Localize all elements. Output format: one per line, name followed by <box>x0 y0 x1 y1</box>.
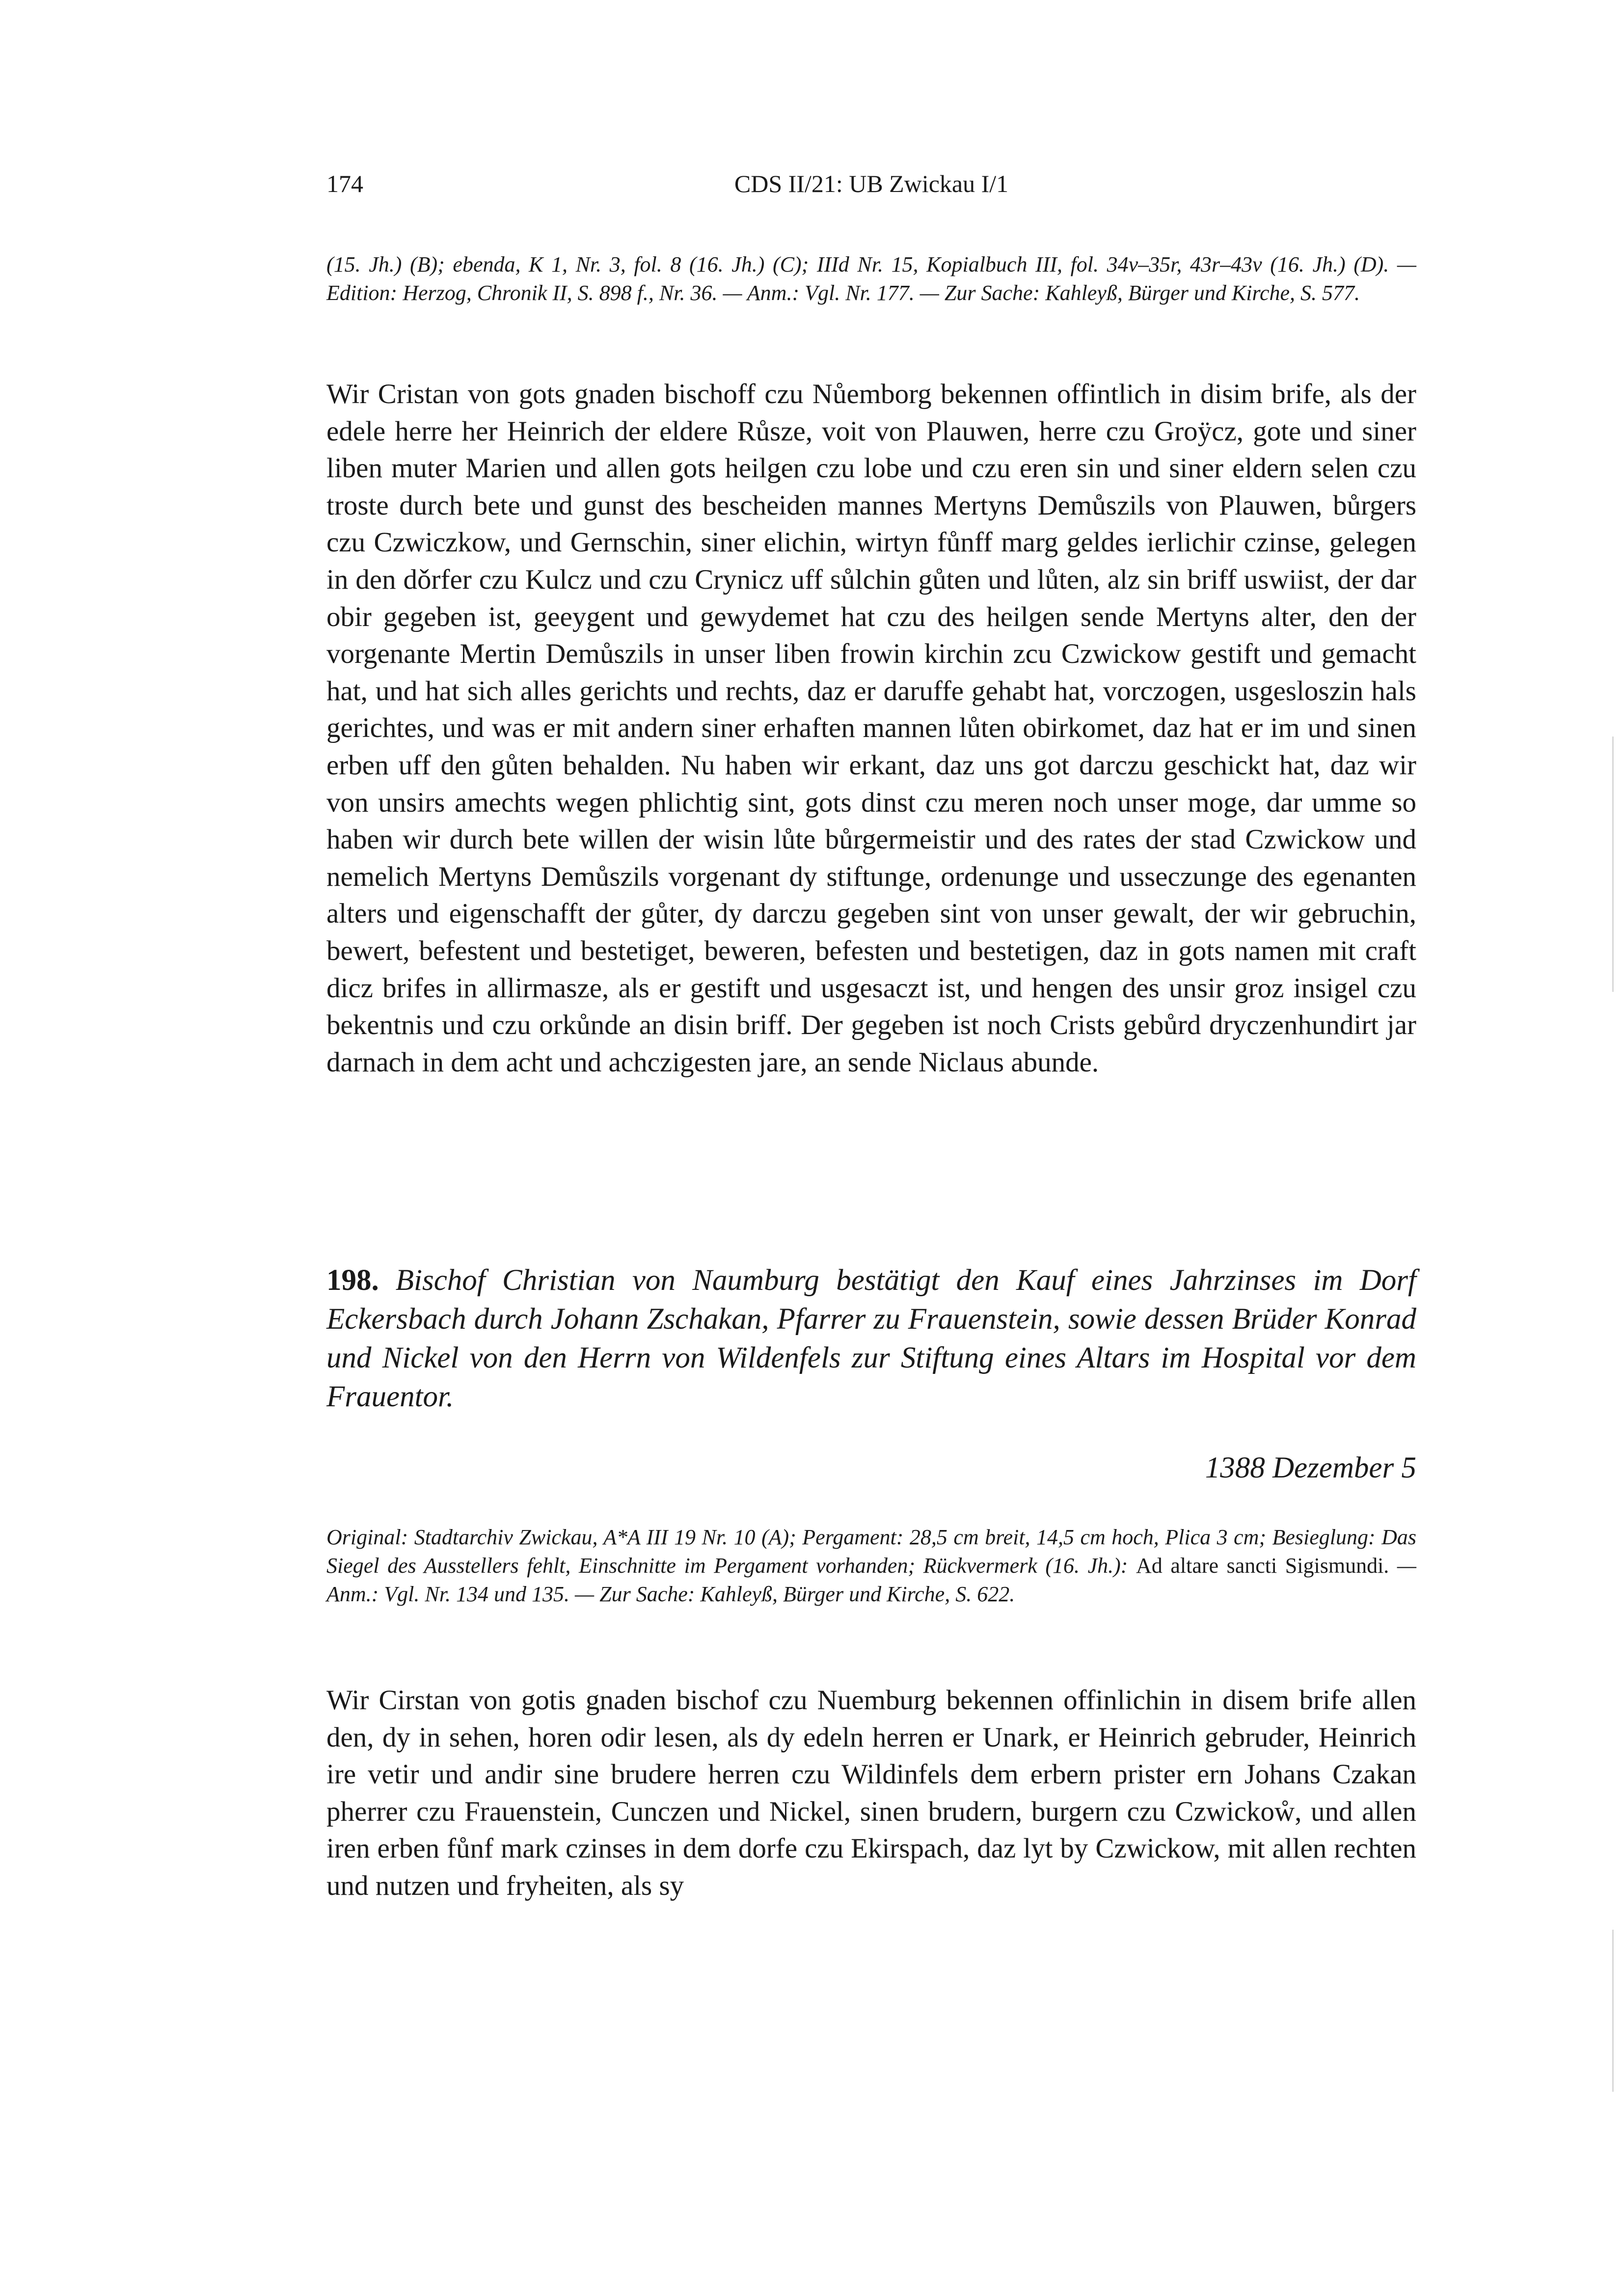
source-note-198 <box>326 1523 1416 1609</box>
charter-text-197: Wir Cristan von gots gnaden bischoff czu Nůemborg bekennen offintlich in disim brife, als der edele herre her Heinrich der eldere Růsze, voit von Plauwen, herre czu Groÿcz, gote und siner liben muter Marien und allen gots heilgen czu lobe und czu eren sin und siner eldern selen czu troste durch bete und gunst des bescheiden mannes Mertyns Demůszils von Plauwen, bůrgers czu Czwiczkow, und Gernschin, siner elichin, wirtyn fůnff marg geldes ierlichir czinse, gelegen in den dǒrfer czu Kulcz und czu Crynicz uff sůlchin gůten und lůten, alz sin briff uswiist, der dar obir gegeben ist, geeygent und gewydemet hat czu des heilgen sende Mertyns alter, den der vorgenante Mertin Demůszils in unser liben frowin kirchin zcu Czwickow gestift und gemacht hat, und hat sich alles gerichts und rechts, daz er daruffe gehabt hat, vorczogen, usgesloszin hals gerichtes, und was er mit andern siner erhaften mannen lůten obirkomet, daz hat er im und sinen erben uff den gůten behalden. Nu haben wir erkant, daz uns got darczu geschickt hat, daz wir von unsirs amechts wegen phlichtig sint, gots dinst czu meren noch unser moge, dar umme so haben wir durch bete willen der wisin lůte bůrgermeistir und des rates der stad Czwickow und nemelich Mertyns Demůszils vorgenant dy stiftunge, ordenunge und usseczunge des egenanten alters und eigenschafft der gůter, dy darczu gegeben sint von unser gewalt, der wir gebruchin, bewert, befestent und bestetiget, beweren, befesten und bestetigen, daz in gots namen mit craft dicz brifes in allirmasze, als er gestift und usgesaczt ist, und hengen des unsir groz insigel czu bekentnis und czu orkůnde an disin briff. Der gegeben ist noch Crists gebůrd dryczenhundirt jar darnach in dem acht und achczigesten jare, an sende Niclaus abunde. <box>326 379 1416 1078</box>
dorsal-note-latin: Ad altare sancti Sigismundi. <box>1136 1554 1389 1578</box>
document-number: 198. <box>326 1264 379 1297</box>
document-date: 1388 Dezember 5 <box>1205 1451 1416 1484</box>
scan-edge-shadow <box>1612 1930 1614 2092</box>
charter-text-198: Wir Cirstan von gotis gnaden bischof czu Nuemburg bekennen offinlichin in disem brife allen den, dy in sehen, horen odir lesen, als dy edeln herren er Unark, er Heinrich gebruder, Heinrich ire vetir und andir sine brudere herren czu Wildinfels dem erbern prister ern Johans Czakan pherrer czu Frauenstein, Cunczen und Nickel, sinen brudern, burgern czu Czwickoẘ, und allen iren erben fůnf mark czinses in dem dorfe czu Ekirspach, daz lyt by Czwickow, mit allen rechten und nutzen und fryheiten, als sy <box>326 1685 1416 1901</box>
running-title: CDS II/21: UB Zwickau I/1 <box>734 170 1009 197</box>
source-note-197: (15. Jh.) (B); ebenda, K 1, Nr. 3, fol. 8 (16. Jh.) (C); IIId Nr. 15, Kopialbuch III, fol. 34v–35r, 43r–43v (16. Jh.) (D). — Edition: Herzog, Chronik II, S. 898 f., Nr. 36. — Anm.: Vgl. Nr. 177. — Zur Sache: Kahleyß, Bürger und Kirche, S. 577. <box>326 252 1416 305</box>
source-note-part-b: — Anm.: Vgl. Nr. 134 und 135. — Zur Sache: Kahleyß, Bürger und Kirche, S. 622. <box>326 1554 1417 1606</box>
page-header <box>326 169 1416 209</box>
regest-198 <box>326 1261 1416 1416</box>
scan-edge-shadow <box>1612 737 1614 992</box>
source-note-part-a: Original: Stadtarchiv Zwickau, A*A III 19 Nr. 10 (A); Pergament: 28,5 cm breit, 14,5 cm hoch, Plica 3 cm; Besieglung: Das Siegel des Ausstellers fehlt, Einschnitte im Pergament vorhanden; Rückvermerk (16. Jh.): <box>326 1525 1416 1578</box>
regest-title: Bischof Christian von Naumburg bestätigt den Kauf eines Jahrzinses im Dorf Eckersbach durch Johann Zschakan, Pfarrer zu Frauenstein, sowie dessen Brüder Konrad und Nickel von den Herrn von Wildenfels zur Stiftung eines Altars im Hospital vor dem Frauentor. <box>326 1264 1416 1413</box>
page-number: 174 <box>326 170 363 197</box>
